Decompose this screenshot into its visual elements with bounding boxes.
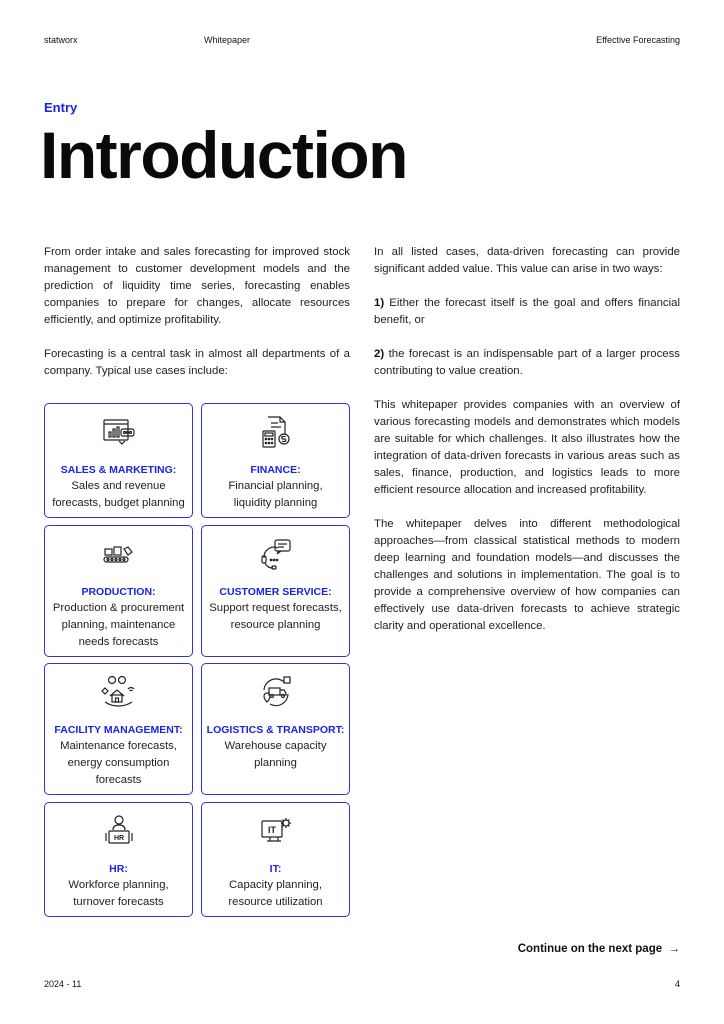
intro-paragraph: From order intake and sales forecasting for improved stock management to customer development models and the prediction of liquidity time series, forecasting enables companies to prepare for changes, allocate resources efficiently, and optimize profitability. — [44, 246, 350, 326]
card-logistics-transport — [201, 663, 350, 795]
right-column — [374, 244, 680, 652]
continue-next-page-link[interactable] — [518, 943, 680, 955]
section-kicker: Entry — [44, 100, 78, 115]
card-description: Capacity planning, resource utilization — [228, 879, 323, 908]
card-description: Workforce planning, turnover forecasts — [68, 879, 169, 908]
card-description: Financial planning, liquidity planning — [228, 480, 323, 509]
card-title: HR: — [109, 863, 128, 875]
calculator-document-icon — [258, 414, 294, 450]
card-sales-marketing — [44, 403, 193, 518]
continue-label: Continue on the next page — [517, 943, 663, 955]
card-description: Support request forecasts, resource planning — [209, 602, 342, 631]
card-title: PRODUCTION: — [81, 586, 156, 598]
overview-paragraph: This whitepaper provides companies with an overview of various forecasting models and demonstrates which models are suitable for which challenges. It also illustrates how the integration of data-driven forecasts in various areas such as sales, finance, production, and logistics leads to more efficient resource allocation and increased profitability. — [374, 399, 680, 496]
card-title: CUSTOMER SERVICE: — [219, 586, 332, 598]
way-two-paragraph — [374, 346, 680, 380]
use-cases-intro: Forecasting is a central task in almost all departments of a company. Typical use cases include: — [44, 348, 350, 377]
it-gear-icon — [258, 813, 294, 849]
monitor-chart-icon — [101, 414, 137, 450]
conveyor-belt-icon — [101, 536, 137, 572]
header-doc-type: Whitepaper — [204, 35, 251, 45]
card-finance — [201, 403, 350, 518]
card-title: IT: — [269, 863, 282, 875]
card-title: FINANCE: — [250, 464, 301, 476]
methods-paragraph: The whitepaper delves into different methodological approaches—from classical statistical methods to modern deep learning and foundation models—and discusses the challenges and solutions in implementation. The goal is to provide a comprehensive overview of how companies can effectively use data-driven forecasts to achieve strategic clarity and operational excellence. — [374, 518, 680, 632]
truck-route-icon — [258, 674, 294, 710]
way-one-paragraph — [374, 295, 680, 329]
card-it — [201, 802, 350, 917]
card-title: SALES & MARKETING: — [60, 464, 177, 476]
way-two-number: 2) — [374, 348, 385, 360]
value-paragraph: In all listed cases, data-driven forecasting can provide significant added value. This value can arise in two ways: — [374, 246, 680, 275]
page-number: 4 — [674, 979, 680, 989]
footer-date: 2024 - 11 — [44, 979, 82, 989]
person-hr-icon — [101, 813, 137, 849]
left-column — [44, 244, 350, 397]
headset-chat-icon — [258, 536, 294, 572]
header-brand: statworx — [44, 35, 78, 45]
arrow-right-icon: → — [668, 943, 680, 955]
card-hr — [44, 802, 193, 917]
card-production — [44, 525, 193, 657]
card-description: Warehouse capacity planning — [224, 740, 327, 769]
svg-text:HR: HR — [113, 835, 124, 842]
card-title: LOGISTICS & TRANSPORT: — [206, 724, 345, 736]
way-one-number: 1) — [374, 297, 385, 309]
card-description: Sales and revenue forecasts, budget planning — [52, 480, 185, 509]
page-title: Introduction — [40, 118, 407, 192]
house-hand-icon — [101, 674, 137, 710]
way-one-text: Either the forecast itself is the goal and offers financial benefit, or — [374, 297, 680, 326]
svg-text:IT: IT — [267, 825, 276, 835]
way-two-text: the forecast is an indispensable part of a larger process contributing to value creation. — [374, 348, 680, 377]
card-title: FACILITY MANAGEMENT: — [54, 724, 183, 736]
header-doc-title: Effective Forecasting — [596, 35, 680, 45]
card-facility-management — [44, 663, 193, 795]
card-customer-service — [201, 525, 350, 657]
card-description: Production & procurement planning, maintenance needs forecasts — [52, 602, 185, 648]
card-description: Maintenance forecasts, energy consumption forecasts — [60, 740, 177, 786]
